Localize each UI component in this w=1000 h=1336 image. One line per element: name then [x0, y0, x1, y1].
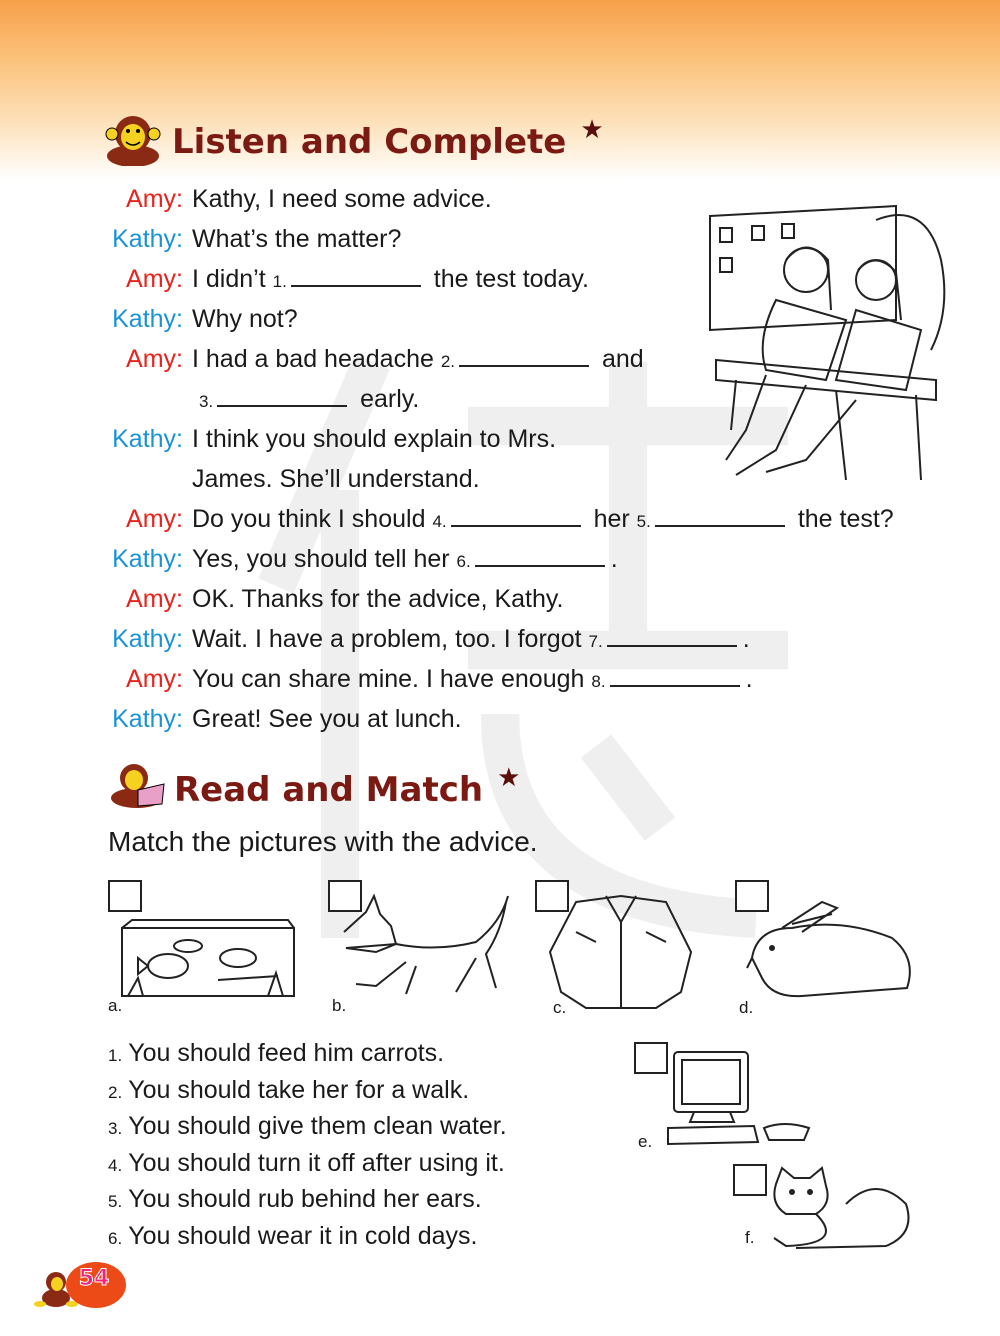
- advice-text: You should take her for a walk.: [128, 1075, 470, 1104]
- dialogue-text: .: [742, 625, 750, 653]
- fill-in-blank[interactable]: [291, 265, 421, 287]
- dialogue-line: [0, 304, 298, 334]
- advice-text: You should feed him carrots.: [128, 1039, 445, 1067]
- blank-number: 7.: [588, 632, 603, 651]
- dialogue-text: Kathy, I need some advice.: [192, 185, 492, 213]
- dialogue-line: [0, 344, 644, 377]
- fill-in-blank[interactable]: [451, 505, 581, 527]
- speaker-label: Amy:: [126, 505, 183, 533]
- dog-picture: [336, 892, 516, 996]
- speaker-label: Amy:: [126, 345, 183, 373]
- answer-box-f[interactable]: [733, 1164, 767, 1196]
- fill-in-blank[interactable]: [475, 545, 605, 567]
- speaker-label: Kathy:: [112, 705, 183, 733]
- jacket-picture: [546, 892, 696, 1010]
- advice-number: 1.: [108, 1046, 123, 1065]
- rabbit-picture: [742, 898, 920, 1000]
- dialogue-text: early.: [360, 385, 420, 413]
- speaker-label: Kathy:: [112, 425, 183, 453]
- dialogue-text: OK. Thanks for the advice, Kathy.: [192, 585, 564, 613]
- picture-label-b: b.: [332, 996, 347, 1015]
- fill-in-blank[interactable]: [217, 385, 347, 407]
- speaker-label: Amy:: [126, 665, 183, 693]
- advice-item: [108, 1075, 469, 1108]
- blank-number: 5.: [636, 512, 651, 531]
- advice-text: You should turn it off after using it.: [128, 1148, 505, 1177]
- dialogue-text: I didn’t: [192, 265, 266, 293]
- dialogue-text: James. She’ll understand.: [192, 465, 480, 493]
- dialogue-line: [0, 424, 556, 454]
- dialogue-line: [0, 264, 589, 297]
- advice-item: [108, 1148, 505, 1181]
- dialogue-line: [0, 184, 492, 214]
- advice-text: You should wear it in cold days.: [128, 1221, 478, 1250]
- dialogue-line: [0, 704, 462, 734]
- picture-label-c: c.: [553, 998, 567, 1017]
- dialogue-text: I think you should explain to Mrs.: [192, 425, 557, 453]
- fill-in-blank[interactable]: [607, 625, 737, 647]
- advice-item: [108, 1184, 482, 1217]
- dialogue-line: [0, 544, 618, 577]
- blank-number: 3.: [198, 392, 214, 411]
- cat-picture: [766, 1164, 916, 1250]
- fish-tank-picture: [118, 918, 298, 1000]
- dialogue-text: You can share mine. I have enough: [192, 665, 585, 693]
- speaker-label: Amy:: [126, 185, 183, 213]
- advice-number: 3.: [108, 1119, 123, 1138]
- dialogue-text: Why not?: [192, 305, 298, 333]
- blank-number: 1.: [272, 272, 287, 291]
- speaker-label: Amy:: [126, 265, 183, 293]
- advice-number: 5.: [108, 1192, 123, 1211]
- blank-number: 2.: [440, 352, 456, 371]
- dialogue-text: and: [601, 345, 644, 373]
- dialogue-text: I had a bad headache: [192, 345, 434, 373]
- advice-item: [108, 1038, 444, 1071]
- speaker-label: Kathy:: [112, 545, 183, 573]
- speaker-label: Amy:: [126, 585, 183, 613]
- fill-in-blank[interactable]: [610, 665, 740, 687]
- dialogue-line: [0, 464, 480, 494]
- dialogue-line: [0, 584, 563, 614]
- blank-number: 6.: [456, 552, 471, 571]
- speaker-label: Kathy:: [112, 625, 183, 653]
- dialogue-line: [0, 624, 750, 657]
- computer-picture: [664, 1048, 816, 1146]
- answer-box-e[interactable]: [634, 1042, 668, 1074]
- blank-number: 4.: [432, 512, 447, 531]
- advice-number: 4.: [108, 1155, 123, 1175]
- advice-text: You should rub behind her ears.: [128, 1185, 482, 1213]
- dialogue-text: her: [593, 505, 630, 533]
- section-title-listen: Listen and Complete: [172, 122, 567, 162]
- picture-label-d: d.: [739, 998, 754, 1017]
- dialogue-line: [0, 504, 894, 537]
- dialogue-line: [0, 664, 753, 697]
- advice-item: [108, 1111, 507, 1144]
- picture-label-e: e.: [638, 1132, 653, 1151]
- advice-text: You should give them clean water.: [128, 1112, 507, 1140]
- dialogue-line: [0, 384, 419, 417]
- dialogue-text: Great! See you at lunch.: [192, 705, 462, 733]
- answer-box-a[interactable]: [108, 880, 142, 912]
- dialogue-line: [0, 224, 401, 254]
- star-icon: ★: [580, 114, 604, 144]
- dialogue-text: Yes, you should tell her: [192, 545, 450, 573]
- section-header-listen: [172, 114, 604, 164]
- picture-label-f: f.: [745, 1228, 755, 1247]
- advice-item: [108, 1221, 477, 1254]
- blank-number: 8.: [591, 672, 606, 691]
- monkey-reading-icon: [108, 762, 166, 808]
- picture-label-a: a.: [108, 996, 123, 1015]
- section-title-read: Read and Match: [174, 770, 484, 810]
- dialogue-text: .: [610, 545, 618, 573]
- dialogue-text: Do you think I should: [192, 505, 426, 533]
- illustration-girls-on-bench: [706, 200, 952, 490]
- fill-in-blank[interactable]: [655, 505, 785, 527]
- advice-number: 6.: [108, 1228, 123, 1248]
- page-number: 54: [78, 1266, 110, 1291]
- monkey-headphones-icon: [104, 112, 162, 166]
- dialogue-text: the test today.: [433, 265, 589, 293]
- dialogue-text: the test?: [797, 505, 894, 533]
- dialogue-text: .: [745, 665, 753, 693]
- speaker-label: Kathy:: [112, 305, 183, 333]
- advice-number: 2.: [108, 1082, 123, 1102]
- fill-in-blank[interactable]: [459, 345, 589, 367]
- dialogue-text: What’s the matter?: [192, 225, 402, 253]
- dialogue-text: Wait. I have a problem, too. I forgot: [192, 625, 582, 653]
- section-header-read: [174, 762, 521, 812]
- instruction: Match the pictures with the advice.: [108, 826, 538, 857]
- star-icon: ★: [497, 762, 521, 792]
- speaker-label: Kathy:: [112, 225, 183, 253]
